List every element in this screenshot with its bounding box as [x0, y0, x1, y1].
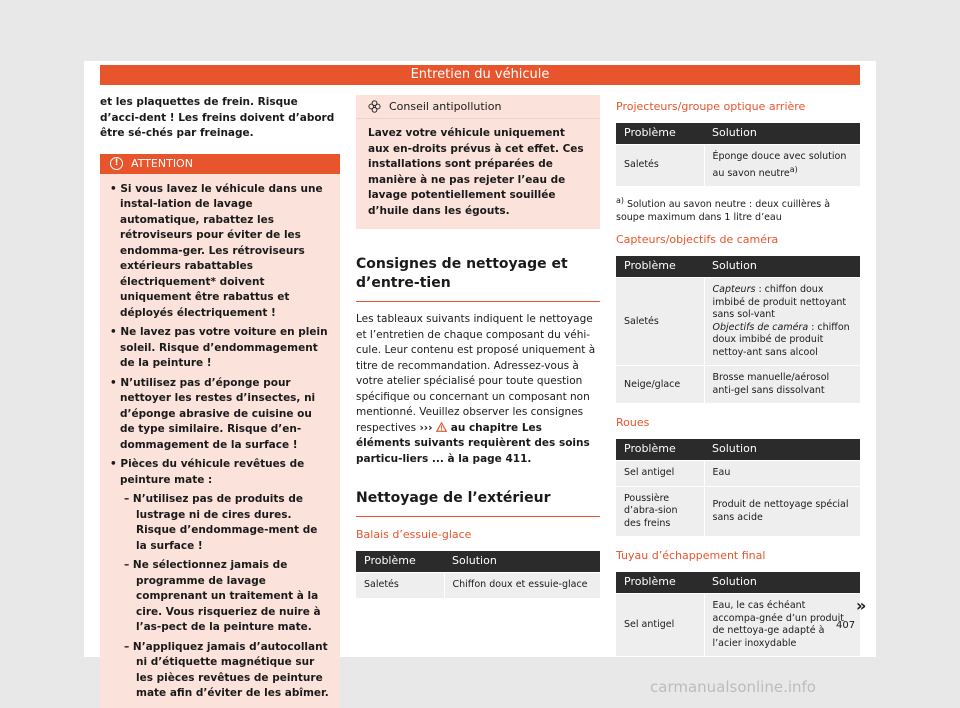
section-title: Consignes de nettoyage et d’entre-tien — [356, 255, 600, 302]
warning-title: ATTENTION — [131, 156, 193, 170]
warning-bullet: • Pièces du véhicule revêtues de peinture mate : — [110, 458, 305, 486]
warning-triangle-icon — [436, 422, 447, 432]
table-row: Neige/glace Brosse manuelle/aérosol anti-gel sans dissolvant — [616, 366, 860, 404]
cross-reference-link[interactable]: ››› au chapitre Les éléments suivants requièrent des soins particu-liers ... à la page 411. — [356, 421, 590, 465]
table-title-projectors: Projecteurs/groupe optique arrière — [616, 100, 806, 113]
info-circle-icon: ! — [110, 157, 123, 170]
tip-box — [356, 95, 600, 229]
warning-header — [100, 154, 340, 174]
table-row: Poussière d’abra-sion des freins Produit de nettoyage spécial sans acide — [616, 486, 860, 536]
table-title-exhaust: Tuyau d’échappement final — [616, 549, 766, 563]
warning-subitem: – N’appliquez jamais d’autocollant ni d’étiquette magnétique sur les pièces revêtues de peinture mate afin d’éviter de les abîmer. — [124, 640, 329, 699]
section-paragraph: Les tableaux suivants indiquent le nettoyage et l’entretien de chaque composant du véhi-cule. Leur contenu est proposé uniquement à titre de recommandation. Adressez-vous à votre atelier spécialisé pour toute question spécifique ou concernant un composant non mentionné. Veuillez observer les consignes respectives ››› au chapitre Les éléments suivants requièrent des soins particu-liers ... à la page 411. — [356, 313, 596, 465]
column-middle — [356, 95, 600, 598]
wheels-table: Problème Solution Sel antigel Eau Poussière d’abra-sion des freins Produit de nettoyage spécial sans acide — [616, 439, 860, 537]
warning-bullet: • Ne lavez pas votre voiture en plein soleil. Risque d’endommagement de la peinture ! — [110, 326, 328, 369]
watermark: carmanualsonline.info — [650, 678, 816, 696]
projectors-table: Problème Solution Saletés Éponge douce avec solution au savon neutre$^{a)}$ — [616, 123, 860, 187]
table-title-cameras: Capteurs/objectifs de caméra — [616, 233, 779, 247]
warning-body — [100, 174, 340, 708]
subsection-title: Nettoyage de l’extérieur — [356, 489, 600, 517]
column-right — [616, 95, 860, 656]
tip-header — [356, 95, 600, 119]
cameras-table: Problème Solution Saletés Capteurs : chiffon doux imbibé de produit nettoyant sans sol-vant Objectifs de caméra : chiffon doux imbibé de produit nettoy-ant sans alcool Neige/glace Brosse manuelle/aérosol anti-gel sans dissolvant — [616, 256, 860, 404]
tip-text: Lavez votre véhicule uniquement aux en-droits prévus à cet effet. Ces installations sont préparées de manière à ne pas rejeter l’eau de lavage potentiellement souillée d’huile dans les égouts. — [368, 127, 584, 217]
exhaust-table: Problème Solution Sel antigel Eau, le cas échéant accompa-gnée d’un produit de nettoya-ge adapté à l’acier inoxydable — [616, 572, 860, 657]
table-row: Saletés Éponge douce avec solution au savon neutre$^{a)}$ — [616, 145, 860, 187]
table-title-wipers: Balais d’essuie-glace — [356, 528, 472, 541]
warning-subitem: – N’utilisez pas de produits de lustrage ni de cires dures. Risque d’endommage-ment de la surface ! — [124, 493, 318, 552]
footnote: $^{a)}$ Solution au savon neutre : deux cuillères à soupe maximum dans 1 litre d’eau — [616, 196, 831, 224]
table-row: Sel antigel Eau — [616, 461, 860, 487]
column-left — [100, 95, 340, 708]
page-header: Entretien du véhicule — [100, 65, 860, 85]
tip-title: Conseil antipollution — [389, 99, 502, 113]
table-row: Sel antigel Eau, le cas échéant accompa-gnée d’un produit de nettoya-ge adapté à l’acier inoxydable — [616, 594, 860, 657]
warning-box — [100, 154, 340, 708]
table-title-wheels: Roues — [616, 416, 650, 430]
warning-subitem: – Ne sélectionnez jamais de programme de lavage comprenant un traitement à la cire. Vous risqueriez de nuire à l’as-pect de la peinture mate. — [124, 559, 321, 633]
warning-bullet: • Si vous lavez le véhicule dans une instal-lation de lavage automatique, rabattez les rétroviseurs pour éviter de les endomma-ger. Les rétroviseurs extérieurs rabattables électriquement* doivent uniquement être rabattus et déployés électriquement ! — [110, 182, 323, 319]
wipers-table: Problème Solution Saletés Chiffon doux et essuie-glace — [356, 551, 600, 598]
continue-marker: » — [856, 596, 867, 615]
warning-bullet: • N’utilisez pas d’éponge pour nettoyer les restes d’insectes, ni d’éponge abrasive de cuisine ou de type similaire. Risque d’en-dommagement de la surface ! — [110, 376, 316, 451]
flower-icon — [368, 100, 381, 113]
table-row: Saletés Capteurs : chiffon doux imbibé de produit nettoyant sans sol-vant Objectifs de caméra : chiffon doux imbibé de produit nettoy-ant sans alcool — [616, 278, 860, 366]
table-row: Saletés Chiffon doux et essuie-glace — [356, 573, 600, 598]
page-number: 407 — [836, 620, 856, 631]
intro-text: et les plaquettes de frein. Risque d’acci-dent ! Les freins doivent d’abord être sé-chés par freinage. — [100, 96, 335, 139]
